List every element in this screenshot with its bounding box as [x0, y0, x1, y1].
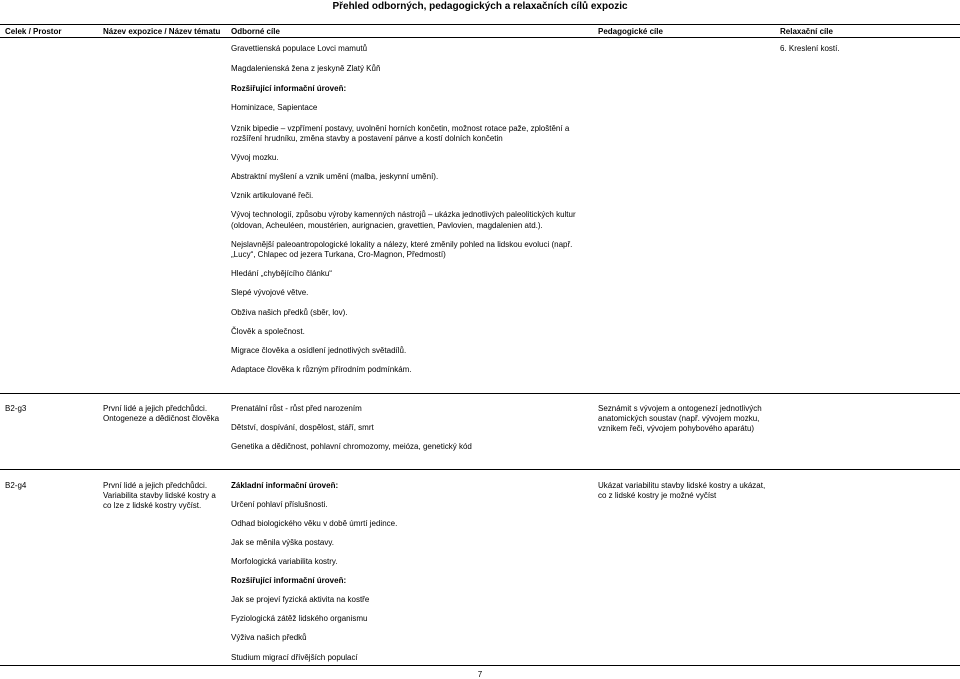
row-divider: [0, 393, 960, 394]
row-code: B2-g4: [5, 481, 27, 490]
table-header: [0, 24, 960, 38]
page-title: Přehled odborných, pedagogických a relaxačních cílů expozic: [332, 1, 628, 12]
pedagogical-goal-line: vznikem řeči, vývojem pohybového aparátu): [598, 424, 755, 433]
list-item: Gravettienská populace Lovci mamutů: [231, 44, 368, 53]
relax-goal: 6. Kreslení kostí.: [780, 44, 840, 53]
list-item: Fyziologická zátěž lidského organismu: [231, 614, 368, 623]
list-item: rozšíření hrudníku, změna stavby a postavení pánve a kostí dolních končetin: [231, 134, 503, 143]
list-item: Vývoj technologií, způsobu výroby kamenných nástrojů – ukázka jednotlivých paleolitických kultur: [231, 210, 576, 219]
list-item: Vývoj mozku.: [231, 153, 279, 162]
list-item: Nejslavnější paleoantropologické lokality a nálezy, které změnily pohled na lidskou evoluci (např.: [231, 240, 573, 249]
row-name-line: Ontogeneze a dědičnost člověka: [103, 414, 220, 423]
list-item: Prenatální růst - růst před narozením: [231, 404, 362, 413]
header-pedagogicke-cile: Pedagogické cíle: [598, 27, 663, 36]
row-name-line: První lidé a jejich předchůdci.: [103, 481, 208, 490]
list-item: Vznik artikulované řeči.: [231, 191, 314, 200]
row-code: B2-g3: [5, 404, 27, 413]
row-divider: [0, 469, 960, 470]
list-item: Odhad biologického věku v době úmrtí jedince.: [231, 519, 398, 528]
list-item: Abstraktní myšlení a vznik umění (malba, jeskynní umění).: [231, 172, 439, 181]
list-item: Člověk a společnost.: [231, 327, 305, 336]
list-item: (oldovan, Acheuléen, moustérien, aurignacien, gravettien, Pavlovien, magdalenien atd.).: [231, 221, 543, 230]
row-divider: [0, 665, 960, 666]
row-name-line: co lze z lidské kostry vyčíst.: [103, 501, 202, 510]
list-item: „Lucy“, Chlapec od jezera Turkana, Cro-Magnon, Předmostí): [231, 250, 446, 259]
pedagogical-goal-line: anatomických soustav (např. vývojem mozku,: [598, 414, 760, 423]
list-item: Magdalenienská žena z jeskyně Zlatý Kůň: [231, 64, 381, 73]
list-item: Studium migrací dřívějších populací: [231, 653, 358, 662]
section-label: Základní informační úroveň:: [231, 481, 339, 490]
list-item: Jak se měnila výška postavy.: [231, 538, 335, 547]
list-item: Hominizace, Sapientace: [231, 103, 318, 112]
list-item: Výživa našich předků: [231, 633, 307, 642]
row-name-line: První lidé a jejich předchůdci.: [103, 404, 208, 413]
pedagogical-goal-line: co z lidské kostry je možné vyčíst: [598, 491, 717, 500]
list-item: Morfologická variabilita kostry.: [231, 557, 338, 566]
list-item: Dětství, dospívání, dospělost, stáří, smrt: [231, 423, 374, 432]
page-number: 7: [477, 670, 483, 679]
list-item: Genetika a dědičnost, pohlavní chromozomy, meióza, genetický kód: [231, 442, 472, 451]
list-item: Slepé vývojové větve.: [231, 288, 309, 297]
list-item: Migrace člověka a osídlení jednotlivých světadílů.: [231, 346, 407, 355]
list-item: Vznik bipedie – vzpřímení postavy, uvolnění horních končetin, možnost rotace paže, zploštění a: [231, 124, 570, 133]
header-celek: Celek / Prostor: [5, 27, 62, 36]
list-item: Obživa našich předků (sběr, lov).: [231, 308, 348, 317]
list-item: Jak se projeví fyzická aktivita na kostře: [231, 595, 370, 604]
list-item: Hledání „chybějícího článku“: [231, 269, 332, 278]
list-item: Adaptace člověka k různým přírodním podmínkám.: [231, 365, 412, 374]
header-nazev: Název expozice / Název tématu: [103, 27, 221, 36]
row-name-line: Variabilita stavby lidské kostry a: [103, 491, 216, 500]
list-item: Určení pohlaví příslušnosti.: [231, 500, 328, 509]
section-label: Rozšiřující informační úroveň:: [231, 84, 347, 93]
pedagogical-goal-line: Ukázat variabilitu stavby lidské kostry a ukázat,: [598, 481, 766, 490]
pedagogical-goal-line: Seznámit s vývojem a ontogenezí jednotlivých: [598, 404, 762, 413]
header-relaxacni-cile: Relaxační cíle: [780, 27, 833, 36]
header-odborne-cile: Odborné cíle: [231, 27, 280, 36]
section-label: Rozšiřující informační úroveň:: [231, 576, 347, 585]
